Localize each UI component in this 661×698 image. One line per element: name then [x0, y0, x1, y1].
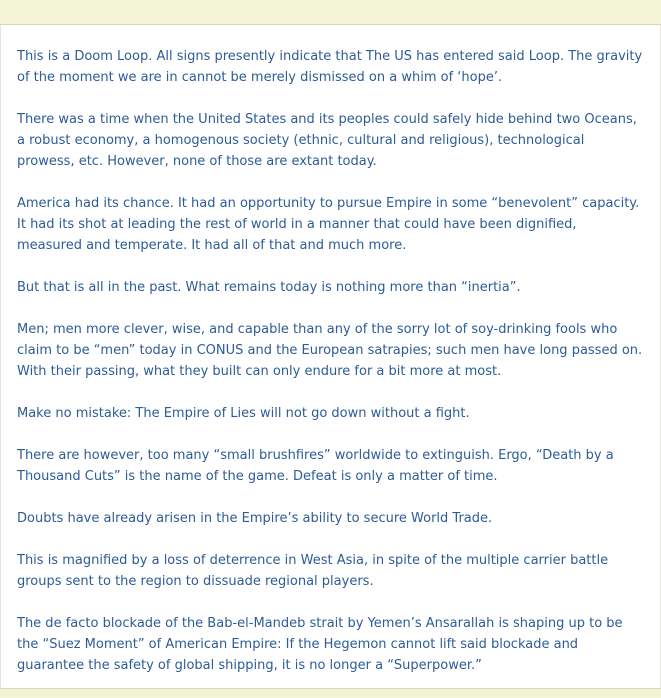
paragraph-5: Men; men more clever, wise, and capable than any of the sorry lot of soy-drinking fools who claim to be “men” today in CONUS and the European satrapies; such men have long passed on. With their passing, what they built can only endure for a bit more at most.	[17, 322, 643, 379]
paragraph-4: But that is all in the past. What remains today is nothing more than “inertia”.	[17, 280, 521, 295]
paragraph-2: There was a time when the United States and its peoples could safely hide behind two Oceans, a robust economy, a homogenous society (ethnic, cultural and religious), technological prowess, etc. However, none of those are extant today.	[17, 112, 637, 169]
paragraph-8: Doubts have already arisen in the Empire’s ability to secure World Trade.	[17, 511, 493, 526]
paragraph-10: The de facto blockade of the Bab-el-Mandeb strait by Yemen’s Ansarallah is shaping up to be the “Suez Moment” of American Empire: If the Hegemon cannot lift said blockade and guarantee the safety of global shipping, it is no longer a “Superpower.”	[17, 616, 623, 673]
paragraph-6: Make no mistake: The Empire of Lies will not go down without a fight.	[17, 406, 470, 421]
paragraph-9: This is magnified by a loss of deterrence in West Asia, in spite of the multiple carrier battle groups sent to the region to dissuade regional players.	[17, 553, 609, 589]
paragraph-7: There are however, too many “small brushfires” worldwide to extinguish. Ergo, “Death by a Thousand Cuts” is the name of the game. Defeat is only a matter of time.	[17, 448, 614, 484]
top-header-band	[0, 0, 661, 25]
comment-body	[0, 25, 661, 688]
comment-text	[17, 46, 643, 697]
paragraph-1: This is a Doom Loop. All signs presently indicate that The US has entered said Loop. The gravity of the moment we are in cannot be merely dismissed on a whim of ‘hope’.	[17, 49, 643, 85]
paragraph-3: America had its chance. It had an opportunity to pursue Empire in some “benevolent” capacity. It had its shot at leading the rest of world in a manner that could have been dignified, measured and temperate. It had all of that and much more.	[17, 196, 640, 253]
